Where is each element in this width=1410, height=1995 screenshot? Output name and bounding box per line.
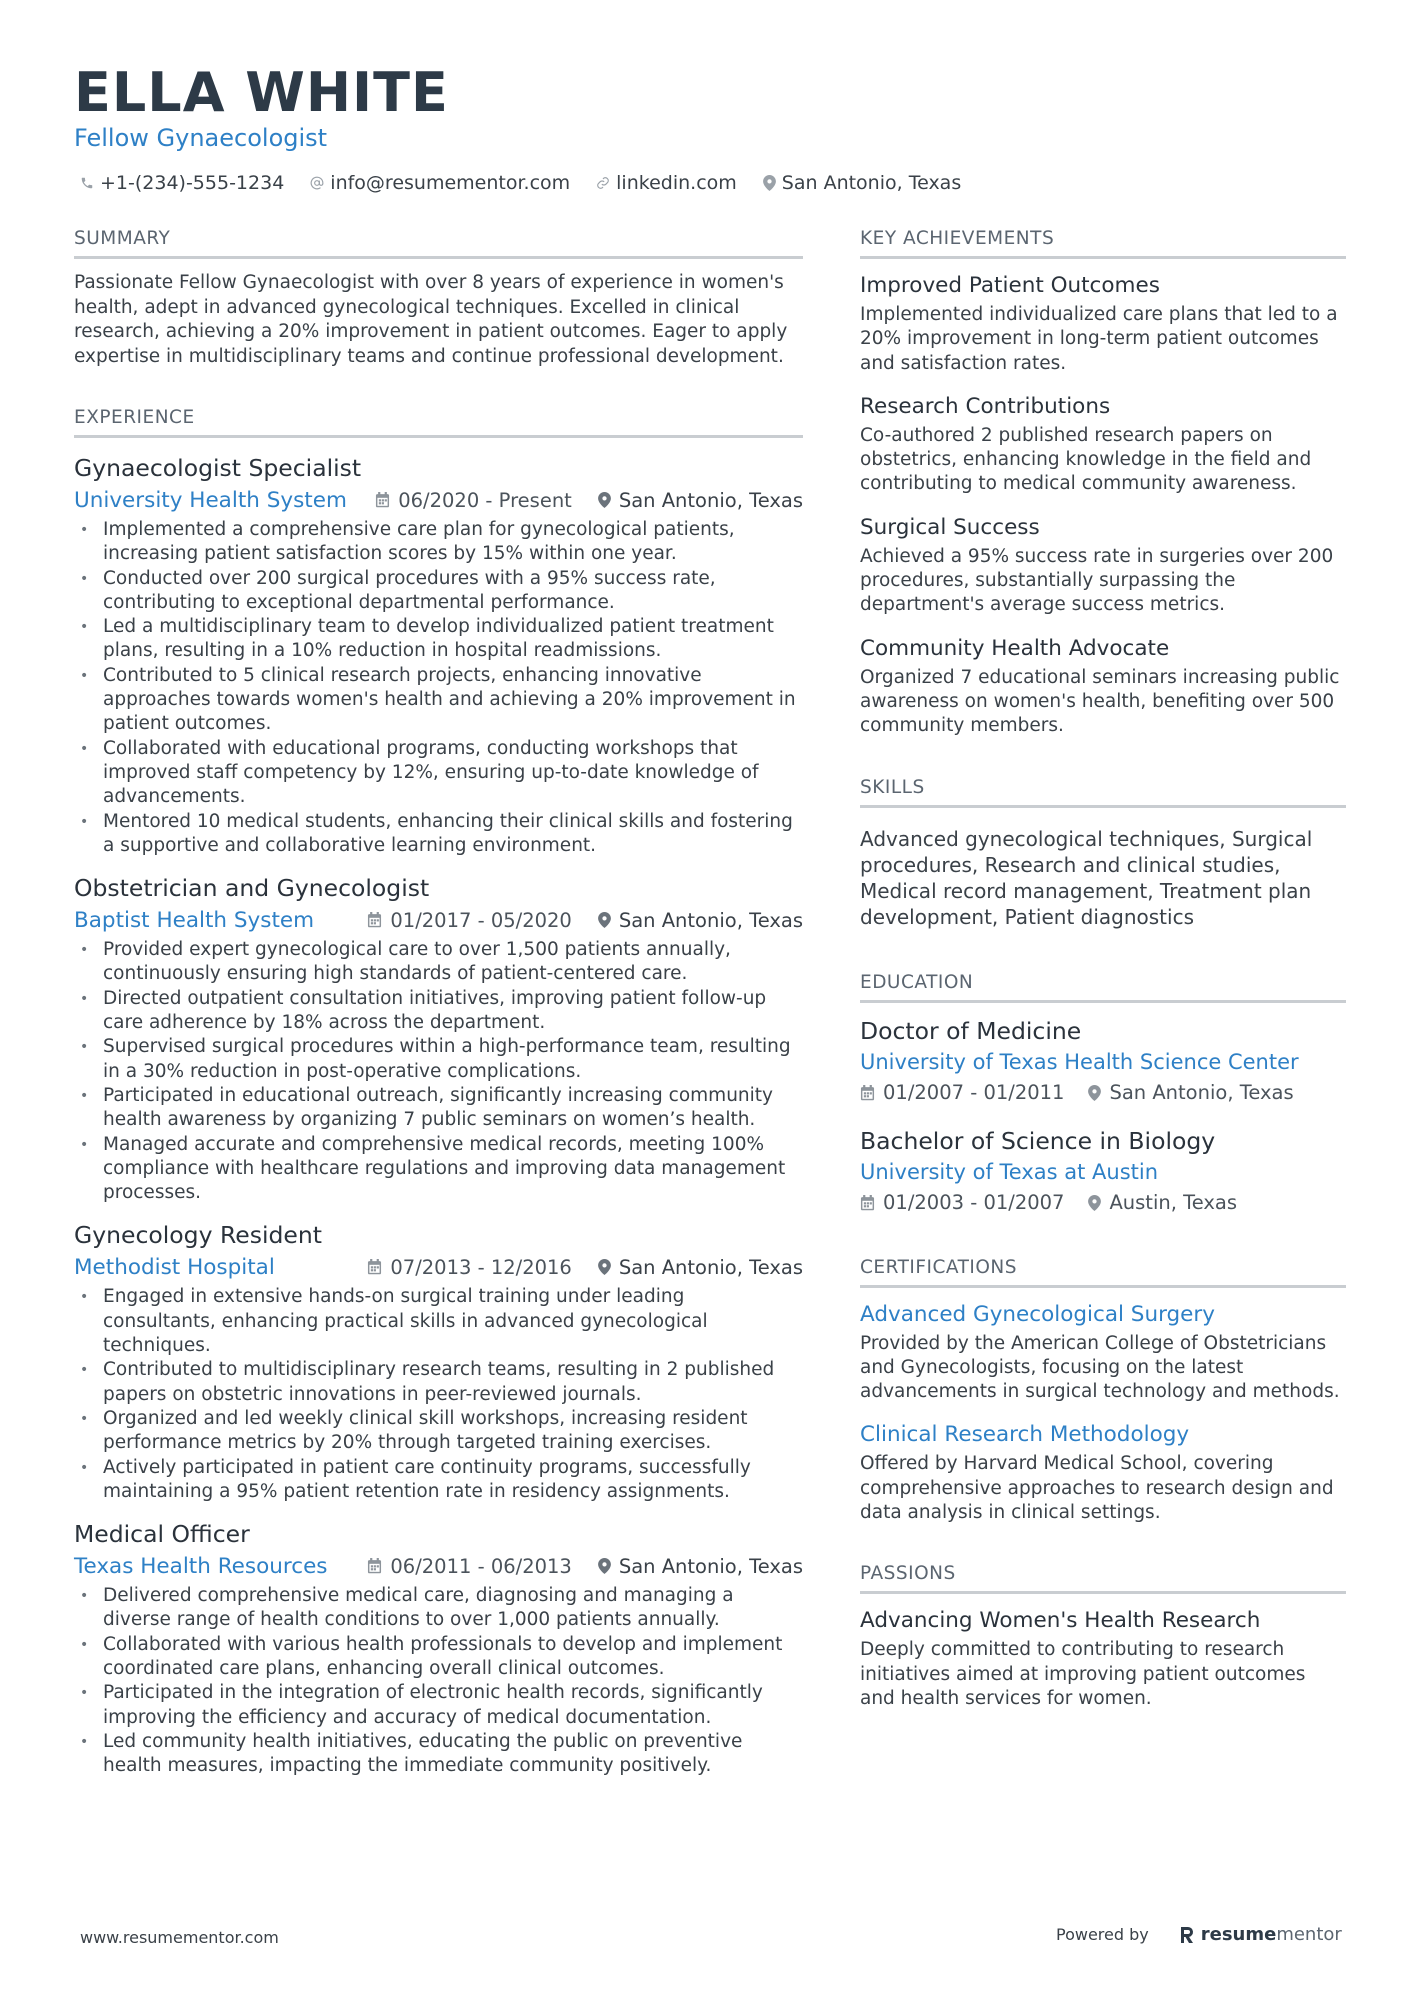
calendar-icon xyxy=(860,1085,875,1101)
job-location xyxy=(598,1256,803,1279)
job-dates xyxy=(367,1555,571,1578)
job-dates xyxy=(367,1256,571,1279)
job-location-text: San Antonio, Texas xyxy=(618,908,803,932)
achievement-desc: Organized 7 educational seminars increasing public awareness on women's health, benefiting over 500 community members. xyxy=(860,666,1340,737)
job-location xyxy=(598,489,803,512)
education-location xyxy=(1088,1191,1237,1214)
brand-name-bold: resume xyxy=(1200,1924,1277,1945)
achievement-title: Research Contributions xyxy=(860,393,1111,419)
job-entry xyxy=(74,872,803,1205)
job-bullet: • Collaborated with educational programs, conducting workshops that improved staff competency by 12%, ensuring up-to-date knowledge of advancements. xyxy=(74,737,803,810)
job-title: Gynaecologist Specialist xyxy=(74,454,362,482)
job-dates-text: 07/2013 - 12/2016 xyxy=(390,1255,572,1279)
job-meta xyxy=(74,1251,803,1283)
job-bullet: • Supervised surgical procedures within a high-performance team, resulting in a 30% reduction in post-operative complications. xyxy=(74,1035,803,1084)
job-bullet: • Actively participated in patient care continuity programs, successfully maintaining a 95% patient retention rate in residency assignments. xyxy=(74,1456,803,1505)
achievement-desc: Achieved a 95% success rate in surgeries over 200 procedures, substantially surpassing the department's average success metrics. xyxy=(860,545,1334,616)
calendar-icon xyxy=(860,1195,875,1211)
candidate-title: Fellow Gynaecologist xyxy=(74,124,328,152)
job-meta xyxy=(74,484,803,516)
job-bullet: • Implemented a comprehensive care plan for gynecological patients, increasing patient satisfaction scores by 15% within one year. xyxy=(74,518,803,567)
education-item xyxy=(860,1015,1346,1109)
education-location-text: San Antonio, Texas xyxy=(1109,1081,1294,1105)
certification-title: Advanced Gynecological Surgery xyxy=(860,1301,1215,1327)
achievement-title: Community Health Advocate xyxy=(860,635,1170,661)
passion-item xyxy=(860,1606,1346,1711)
footer-brand xyxy=(1056,1924,1342,1945)
job-dates-text: 01/2017 - 05/2020 xyxy=(390,908,572,932)
job-entry xyxy=(74,1219,803,1504)
achievement-desc: Co-authored 2 published research papers on obstetrics, enhancing knowledge in the field and contributing to medical community awareness. xyxy=(860,424,1312,495)
footer-website[interactable]: www.resumementor.com xyxy=(80,1928,279,1947)
job-bullet: • Participated in educational outreach, significantly increasing community health awareness by organizing 7 public seminars on women’s health. xyxy=(74,1084,803,1133)
job-bullet: • Led community health initiatives, educating the public on preventive health measures, impacting the immediate community positively. xyxy=(74,1730,803,1779)
education-school: University of Texas Health Science Center xyxy=(860,1049,1299,1074)
job-company: University Health System xyxy=(74,487,347,513)
job-location-text: San Antonio, Texas xyxy=(618,488,803,512)
education-dates xyxy=(860,1191,1064,1214)
job-company: Baptist Health System xyxy=(74,907,315,933)
job-bullet: • Contributed to multidisciplinary research teams, resulting in 2 published papers on obstetric innovations in peer-reviewed journals. xyxy=(74,1358,803,1407)
contact-phone-text: +1-(234)-555-1234 xyxy=(100,172,285,194)
education-heading: EDUCATION xyxy=(860,970,1346,1003)
achievement-item xyxy=(860,634,1346,739)
job-bullets xyxy=(74,1584,803,1778)
passion-title: Advancing Women's Health Research xyxy=(860,1608,1261,1634)
achievement-item xyxy=(860,392,1346,497)
education-dates-text: 01/2007 - 01/2011 xyxy=(883,1081,1065,1105)
contact-location-text: San Antonio, Texas xyxy=(781,172,962,194)
education-item xyxy=(860,1125,1346,1219)
certification-desc: Offered by Harvard Medical School, covering comprehensive approaches to research design and data analysis in clinical settings. xyxy=(860,1453,1334,1524)
location-icon xyxy=(1088,1195,1101,1211)
job-bullets xyxy=(74,938,803,1205)
calendar-icon xyxy=(375,492,390,508)
link-icon xyxy=(596,176,610,190)
certification-title: Clinical Research Methodology xyxy=(860,1422,1190,1448)
job-dates-text: 06/2020 - Present xyxy=(398,488,572,512)
brand-name-light: mentor xyxy=(1276,1924,1342,1945)
experience-heading: EXPERIENCE xyxy=(74,405,803,438)
footer-powered-by: Powered by xyxy=(1056,1925,1149,1944)
contact-linkedin-text: linkedin.com xyxy=(616,172,737,194)
achievement-item xyxy=(860,513,1346,618)
job-bullet: • Contributed to 5 clinical research projects, enhancing innovative approaches towards women's health and achieving a 20% improvement in patient outcomes. xyxy=(74,664,803,737)
certifications-heading: CERTIFICATIONS xyxy=(860,1255,1346,1288)
education-location xyxy=(1088,1081,1293,1104)
job-bullet: • Led a multidisciplinary team to develop individualized patient treatment plans, resulting in a 10% reduction in hospital readmissions. xyxy=(74,615,803,664)
job-bullet: • Participated in the integration of electronic health records, significantly improving the efficiency and accuracy of medical documentation. xyxy=(74,1681,803,1730)
education-meta xyxy=(860,1077,1346,1109)
job-entry xyxy=(74,452,803,858)
skills-text: Advanced gynecological techniques, Surgical procedures, Research and clinical studies, Medical record management, Treatment plan development, Patient diagnostics xyxy=(860,826,1313,929)
education-dates xyxy=(860,1081,1064,1104)
location-icon xyxy=(598,912,611,928)
job-title: Medical Officer xyxy=(74,1520,250,1549)
job-title: Obstetrician and Gynecologist xyxy=(74,874,430,903)
job-company: Texas Health Resources xyxy=(74,1553,328,1579)
job-bullet: • Directed outpatient consultation initiatives, improving patient follow-up care adherence by 18% across the department. xyxy=(74,987,803,1036)
calendar-icon xyxy=(367,912,382,928)
job-dates xyxy=(367,909,571,932)
contact-email[interactable] xyxy=(310,172,570,194)
passions-heading: PASSIONS xyxy=(860,1561,1346,1594)
education-degree: Bachelor of Science in Biology xyxy=(860,1126,1216,1155)
job-location-text: San Antonio, Texas xyxy=(618,1255,803,1279)
job-dates xyxy=(375,489,572,512)
location-icon xyxy=(598,492,611,508)
calendar-icon xyxy=(367,1259,382,1275)
location-icon xyxy=(598,1259,611,1275)
job-meta xyxy=(74,904,803,936)
certification-item xyxy=(860,1420,1346,1525)
location-icon xyxy=(1088,1085,1101,1101)
job-location xyxy=(598,1555,803,1578)
job-location xyxy=(598,909,803,932)
left-column xyxy=(74,226,803,1778)
contact-bar xyxy=(80,170,987,196)
job-bullet: • Conducted over 200 surgical procedures with a 95% success rate, contributing to exceptional departmental performance. xyxy=(74,567,803,616)
contact-linkedin[interactable] xyxy=(596,172,737,194)
achievements-heading: KEY ACHIEVEMENTS xyxy=(860,226,1346,259)
certification-desc: Provided by the American College of Obstetricians and Gynecologists, focusing on the latest advancements in surgical technology and methods. xyxy=(860,1332,1340,1403)
job-bullet: • Managed accurate and comprehensive medical records, meeting 100% compliance with healthcare regulations and improving data management processes. xyxy=(74,1133,803,1206)
calendar-icon xyxy=(367,1558,382,1574)
contact-phone[interactable] xyxy=(80,172,284,194)
job-bullet: • Mentored 10 medical students, enhancing their clinical skills and fostering a supportive and collaborative learning environment. xyxy=(74,810,803,859)
education-school: University of Texas at Austin xyxy=(860,1159,1159,1184)
job-meta xyxy=(74,1550,803,1582)
brand-logo[interactable] xyxy=(1179,1924,1342,1945)
candidate-name: ELLA WHITE xyxy=(74,61,449,124)
job-location-text: San Antonio, Texas xyxy=(618,1554,803,1578)
job-bullet: • Delivered comprehensive medical care, diagnosing and managing a diverse range of health conditions to over 1,000 patients annually. xyxy=(74,1584,803,1633)
education-dates-text: 01/2003 - 01/2007 xyxy=(883,1191,1065,1215)
job-entry xyxy=(74,1518,803,1778)
contact-location xyxy=(763,172,961,194)
job-bullets xyxy=(74,518,803,858)
job-bullet: • Organized and led weekly clinical skill workshops, increasing resident performance metrics by 20% through targeted training exercises. xyxy=(74,1407,803,1456)
job-bullet: • Collaborated with various health professionals to develop and implement coordinated care plans, enhancing overall clinical outcomes. xyxy=(74,1633,803,1682)
achievement-item xyxy=(860,271,1346,376)
education-degree: Doctor of Medicine xyxy=(860,1016,1082,1045)
skills-heading: SKILLS xyxy=(860,775,1346,808)
education-location-text: Austin, Texas xyxy=(1109,1191,1238,1215)
location-icon xyxy=(763,175,776,191)
achievement-desc: Implemented individualized care plans that led to a 20% improvement in long-term patient outcomes and satisfaction rates. xyxy=(860,304,1338,374)
job-bullets xyxy=(74,1285,803,1504)
resumementor-logo-icon xyxy=(1179,1926,1195,1944)
location-icon xyxy=(598,1558,611,1574)
certification-item xyxy=(860,1300,1346,1405)
job-title: Gynecology Resident xyxy=(74,1221,322,1250)
summary-heading: SUMMARY xyxy=(74,226,803,259)
phone-icon xyxy=(80,176,94,190)
achievement-title: Surgical Success xyxy=(860,514,1040,540)
summary-text: Passionate Fellow Gynaecologist with over 8 years of experience in women's health, adept in advanced gynecological techniques. Excelled in clinical research, achieving a 20% improvement in patient outcomes. Eager to apply expertise in multidisciplinary teams and continue professional development. xyxy=(74,272,788,367)
job-bullet: • Provided expert gynecological care to over 1,500 patients annually, continuously ensuring high standards of patient-centered care. xyxy=(74,938,803,987)
achievement-title: Improved Patient Outcomes xyxy=(860,273,1160,298)
education-meta xyxy=(860,1187,1346,1219)
job-dates-text: 06/2011 - 06/2013 xyxy=(390,1554,572,1578)
at-icon xyxy=(310,176,324,190)
right-column xyxy=(860,226,1346,1711)
contact-email-text: info@resumementor.com xyxy=(330,172,571,194)
job-company: Methodist Hospital xyxy=(74,1254,275,1280)
experience-list xyxy=(74,452,803,1778)
passion-desc: Deeply committed to contributing to research initiatives aimed at improving patient outcomes and health services for women. xyxy=(860,1639,1306,1709)
job-bullet: • Engaged in extensive hands-on surgical training under leading consultants, enhancing practical skills in advanced gynecological techniques. xyxy=(74,1285,803,1358)
